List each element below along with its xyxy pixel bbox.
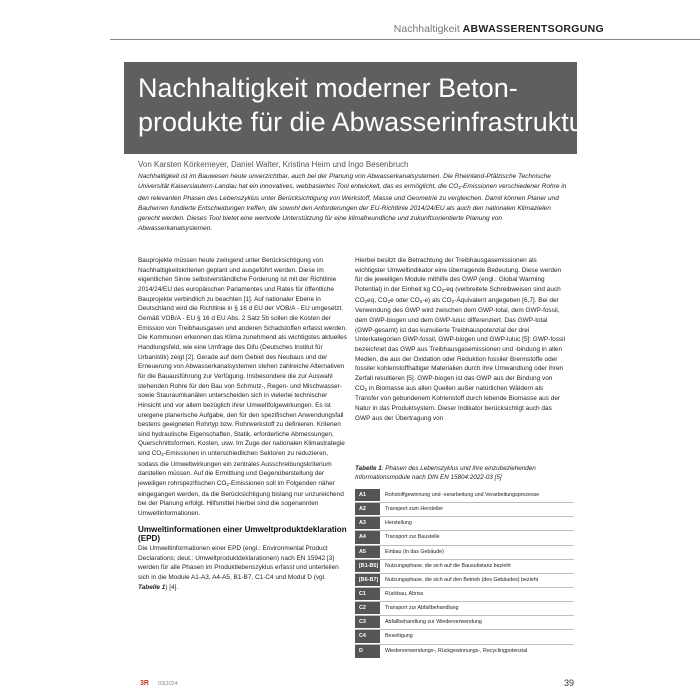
phase-description: Beseitigung	[385, 633, 413, 640]
phase-description: Transport zum Hersteller	[385, 506, 444, 513]
co2-subscript: 2	[419, 298, 423, 304]
table-row	[355, 517, 574, 531]
abstract-paragraph	[138, 172, 574, 235]
table-row	[355, 645, 574, 659]
table-row	[355, 630, 574, 644]
phase-description: Herstellung	[385, 520, 412, 527]
phase-code: C4	[355, 630, 380, 643]
section-heading: Umweltinformationen einer Umweltproduktdeklaration (EPD)	[138, 524, 347, 544]
table-caption-label: Tabelle 1	[355, 465, 382, 472]
phase-code: C1	[355, 588, 380, 601]
author-list: Von Karsten Körkemeyer, Daniel Walter, Kristina Heim und Ingo Besenbruch	[138, 160, 409, 169]
phase-code: A1	[355, 489, 380, 502]
body-text: Bauprojekte müssen heute zwingend unter Berücksichtigung von Nachhaltigkeitskriterien geplant und ausgeführt werden. Diese im eigentlichen Sinne selbstverständliche Forderung ist mit der Richtlinie 2014/24/EU des europäischen Parlamentes und Rates für öffentliche Bauprojekte verbindlich zu beachten [1]. Auf nationaler Ebene in Deutschland wird die Richtlinie in § 16 d EU der VOB/A - EU umgesetzt. Gemäß VOB/A - EU § 16 d EU Abs. 2 Satz 5b sollen die Kosten der Emission von Treibhausgasen und anderen Schadstoffen erfasst werden. Die Kommunen erkennen das Klima zunehmend als wichtigstes aktuelles Handlungsfeld, wie eine Umfrage des Difu (Deutsches Institut für Urbanistik) zeigt [2]. Gerade auf dem Gebiet des Neubaus und der Erneuerung von Abwasserkanalsystemen stehen zahlreiche Alternativen für die Bauausführung zur Verfügung. Insbesondere die zur Auswahl stehenden Rohre für den Bau von Schmutz-, Regen- und Mischwasser- sowie Stauraumkanälen unterscheiden sich in vielerlei technischer Hinsicht und vor allem bezüglich ihrer Umweltfolgewirkungen. Es ist ureigene planerische Aufgabe, den für den spezifischen Anwendungsfall bestens geeigneten Rohrtyp bzw. Rohrwerkstoff zu definieren. Kriterien sind hydraulische Eigenschaften, Statik, erforderliche Abmessungen, Querschnittsformen, Kosten, usw. Im Zuge der nationalen Klimastrategie sind CO	[138, 257, 347, 458]
table-row	[355, 616, 574, 630]
body-text: -Äquivalent angegeben [6,7]. Bei der Verwendung des GWP wird zwischen dem GWP-total, dem GWP-fossil, dem GWP-biogen und dem GWP-luluc differenziert. Das GWP-total (GWP-gesamt) ist das kumulierte Treibhauspotenzial der drei Unterkategorien GWP-fossil, GWP-biogen und GWP-luluc [5]: GWP-fossil bezeichnet das GWP aus Treibhausgasemissionen und -bindung in allen Medien, die aus der Oxidation oder Reduktion fossiler Brennstoffe oder fossiler kohlenstoffhaltiger Materialien durch ihre Umwandlung oder ihren Zerfall resultieren [5]. GWP-biogen ist das GWP aus der Bindung von CO	[355, 296, 565, 392]
abstract-text-1: Nachhaltigkeit ist im Bauwesen heute unverzichtbar, auch bei der Planung von Abwasserkanalsystemen. Die Rheinland-Pfälzische Technische Universität Kaiserslautern-Landau hat ein innovatives, webbasiertes Tool entwickelt, das es ermöglicht, die CO	[138, 173, 551, 191]
header-category: ABWASSERENTSORGUNG	[462, 23, 604, 35]
co2-subscript: 2	[458, 185, 461, 191]
body-text: e oder CO	[390, 296, 420, 304]
phase-code: C3	[355, 616, 380, 629]
phase-description: Transport zur Baustelle	[385, 534, 440, 541]
body-text: in Biomasse aus allen Quellen außer natürlichen Wäldern als Transfer von gebundenem Kohlenstoff durch lebende Biomasse aus der Natur in das Produktsystem. Dieser Indikator berücksichtigt auch das GWP aus der Übertragung von	[355, 384, 561, 422]
table-caption-text: : Phasen des Lebenszyklus und ihre einzubeziehenden Informationsmodule nach DIN EN 15804:2022-03 [5]	[355, 465, 536, 481]
table-row	[355, 560, 574, 574]
co2-subscript: 2	[441, 287, 445, 293]
abstract	[138, 172, 574, 235]
table-reference: Tabelle 1	[138, 583, 166, 591]
table-row	[355, 574, 574, 588]
abstract-text-2: -Emissionen verschiedener Rohre in den relevanten Phasen des Lebenszyklus unter Berücksichtigung von Werkstoff, Masse und Geometrie zu vergleichen. Damit können Planer und Bauherren fundierte Entscheidungen treffen, die sowohl den Anforderungen der EU-Richtlinie 2014/24/EU als auch den nationalen Klimazielen gerecht werden. Dieses Tool bietet eine wertvolle Unterstützung für eine klimafreundliche und zukunftsorientierte Planung von Abwasserkanalsystemen.	[138, 183, 567, 233]
header-text	[394, 23, 604, 35]
co2-subscript: 2	[161, 452, 164, 458]
co2-subscript: 2	[451, 298, 455, 304]
phase-description: Abfallbehandlung zur Wiederverwendung	[385, 619, 482, 626]
body-text: -Emissionen soll im Folgenden näher eingegangen werden, da die Berücksichtigung bislang nur unzureichend bei der Planung erfolgt. Hilfsmittel hierbei sind die sogenannten Umweltinformationen.	[138, 480, 344, 518]
table-row	[355, 546, 574, 560]
header-section: Nachhaltigkeit	[393, 23, 460, 35]
table-row	[355, 588, 574, 602]
body-column-left	[138, 256, 348, 592]
journal-logo: 3R	[140, 680, 149, 687]
body-column-right	[355, 256, 565, 423]
body-text: -eq (verbreitete Schreibweisen sind auch CO	[355, 285, 561, 304]
phase-code: A5	[355, 546, 380, 559]
lifecycle-phase-table	[355, 489, 574, 659]
co2-subscript: 2	[364, 298, 368, 304]
phase-description: Nutzungsphase, die sich auf die Bausubstanz bezieht	[385, 562, 511, 569]
body-text: -Emissionen in unterschiedlichen Sektoren zu reduzieren, sodass die Umweltwirkungen ein zentrales Ausschreibungskriterium darstellen müssen. Auf die Ermittlung und Gegenüberstellung der jeweiligen rohrspezifischen CO	[138, 450, 332, 488]
table-caption	[355, 465, 575, 482]
page-footer	[0, 678, 700, 692]
body-text: -e) als CO	[422, 296, 452, 304]
issue-number: 03|2024	[158, 681, 178, 687]
phase-description: Rohstoffgewinnung und -verarbeitung und Verarbeitungsprozesse	[385, 492, 540, 498]
body-text: ) [4].	[165, 583, 179, 591]
article-title-line-1: Nachhaltigkeit moderner Beton-	[138, 73, 518, 103]
title-banner	[124, 62, 593, 154]
phase-code: [B1-B5]	[355, 560, 380, 573]
phase-description: Rückbau, Abriss	[385, 590, 424, 597]
phase-code: A2	[355, 503, 380, 516]
body-paragraph-1	[138, 256, 348, 519]
table-row	[355, 531, 574, 545]
co2-subscript: 2	[387, 298, 391, 304]
phase-code: A4	[355, 531, 380, 544]
co2-subscript: 2	[364, 386, 368, 392]
body-text: eq, CO	[367, 296, 388, 304]
table-row	[355, 489, 574, 503]
phase-code: A3	[355, 517, 380, 530]
body-text: Hierbei besitzt die Betrachtung der Treibhausgasemissionen als wichtigster Umweltindikator eine überragende Bedeutung. Diese werden für die jeweiligen Module mithilfe des GWP (engl.: Global Warming Potential) in der Einheit kg CO	[355, 257, 562, 293]
running-header	[0, 22, 700, 38]
phase-description: Transport zur Abfallbehandlung	[385, 605, 459, 612]
phase-code: C2	[355, 602, 380, 615]
article-title-line-2: produkte für die Abwasserinfrastruktur	[138, 107, 593, 137]
body-text: Die Umweltinformationen einer EPD (engl.: Environmental Product Declarations; deut.: Umweltproduktdeklarationen) nach EN 15942 [3] werden für alle Phasen im Produktlebenszyklus erfasst und unterteilen sich in die Module A1-A3, A4-A5, B1-B7, C1-C4 und Modul D (vgl.	[138, 544, 339, 581]
phase-code: D	[355, 645, 380, 659]
body-paragraph-2	[138, 544, 348, 592]
phase-code: [B6-B7]	[355, 574, 380, 587]
header-rule	[110, 39, 700, 40]
phase-description: Einbau (in das Gebäude)	[385, 548, 444, 555]
page-number: 39	[563, 678, 574, 688]
table-row	[355, 602, 574, 616]
phase-description: Nutzungsphase, die sich auf den Betrieb (des Gebäudes) bezieht	[385, 576, 539, 583]
phase-description: Wiederverwendungs-, Rückgewinnungs-, Recyclingpotenzial	[385, 647, 528, 654]
body-paragraph-3	[355, 256, 565, 423]
co2-subscript: 2	[226, 482, 229, 488]
table-row	[355, 503, 574, 517]
